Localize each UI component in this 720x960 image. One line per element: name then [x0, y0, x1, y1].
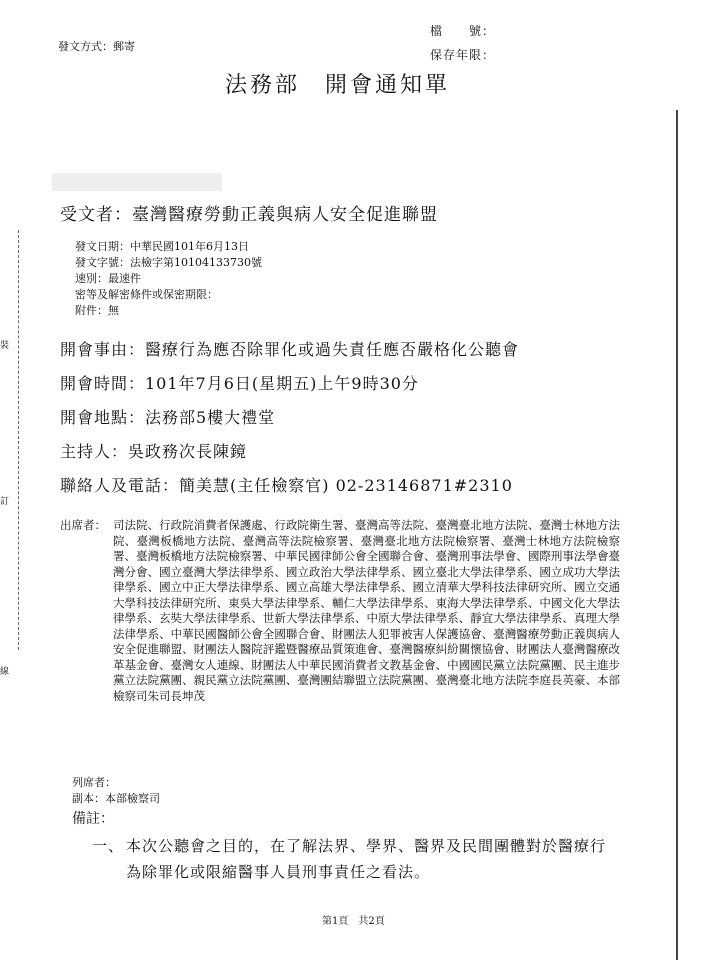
binding-mark-xian: 線 [0, 667, 10, 677]
observers-label: 列席者： [72, 776, 116, 789]
attachment: 附件：無 [75, 304, 119, 317]
meeting-host: 主持人：吳政務次長陳鏡 [60, 442, 248, 461]
attendees-label: 出席者： [60, 518, 106, 532]
attendees-block [60, 518, 620, 704]
send-method: 發文方式：郵寄 [58, 40, 135, 53]
binding-mark-ding: 訂 [0, 497, 10, 507]
meeting-time: 開會時間：101年7月6日(星期五)上午9時30分 [60, 374, 419, 393]
cc-line: 副本：本部檢察司 [72, 792, 160, 805]
note-number: 一、 [92, 837, 125, 855]
note-item [92, 833, 617, 885]
page-footer: 第1頁 共2頁 [322, 916, 385, 927]
note-label: 備註： [72, 811, 114, 827]
issue-date: 發文日期：中華民國101年6月13日 [75, 240, 249, 253]
document-title: 法務部 開會通知單 [225, 73, 451, 98]
scan-edge [676, 110, 678, 960]
meeting-place: 開會地點：法務部5樓大禮堂 [60, 408, 276, 427]
binding-line [18, 230, 19, 650]
note-text: 本次公聽會之目的，在了解法界、學界、醫界及民間團體對於醫療行為除罪化或限縮醫事人員刑事責任之看法。 [126, 837, 607, 881]
secrecy-level: 密等及解密條件或保密期限： [75, 288, 218, 301]
meeting-subject: 開會事由：醫療行為應否除罪化或過失責任應否嚴格化公聽會 [60, 340, 520, 359]
file-number-label: 檔 號： [430, 24, 496, 38]
document-number: 發文字號：法檢字第10104133730號 [75, 256, 262, 269]
attendees-list: 司法院、行政院消費者保護處、行政院衛生署、臺灣高等法院、臺灣臺北地方法院、臺灣士林地方法院、臺灣板橋地方法院、臺灣高等法院檢察署、臺灣臺北地方法院檢察署、臺灣士林地方法院檢察署、臺灣板橋地方法院檢察署、中華民國律師公會全國聯合會、臺灣刑事法學會、國際刑事法學會臺灣分會、國立臺灣大學法律學系、國立政治大學法律學系、國立臺北大學法律學系、國立成功大學法律學系、國立中正大學法律學系、國立高雄大學法律學系、國立清華大學科技法律研究所、國立交通大學科技法律研究所、東吳大學法律學系、輔仁大學法律學系、東海大學法律學系、中國文化大學法律學系、玄奘大學法律學系、世新大學法律學系、中原大學法律學系、靜宜大學法律學系、真理大學法律學系、中華民國醫師公會全國聯合會、財團法人犯罪被害人保護協會、臺灣醫療勞動正義與病人安全促進聯盟、財團法人醫院評鑑暨醫療品質策進會、臺灣醫療糾紛關懷協會、財團法人臺灣醫療改革基金會、臺灣女人連線、財團法人中華民國消費者文教基金會、中國國民黨立法院黨團、民主進步黨立法院黨團、親民黨立法院黨團、臺灣團結聯盟立法院黨團、臺灣臺北地方法院李庭長英豪、本部檢察司朱司長坤茂 [113, 518, 620, 703]
delivery-speed: 速別：最速件 [75, 272, 141, 285]
redacted-block [52, 173, 222, 191]
recipient: 受文者：臺灣醫療勞動正義與病人安全促進聯盟 [60, 205, 438, 225]
contact-info: 聯絡人及電話：簡美慧(主任檢察官) 02-23146871#2310 [60, 476, 513, 495]
retention-label: 保存年限： [430, 48, 496, 62]
binding-mark-zhuang: 裝 [0, 341, 10, 351]
